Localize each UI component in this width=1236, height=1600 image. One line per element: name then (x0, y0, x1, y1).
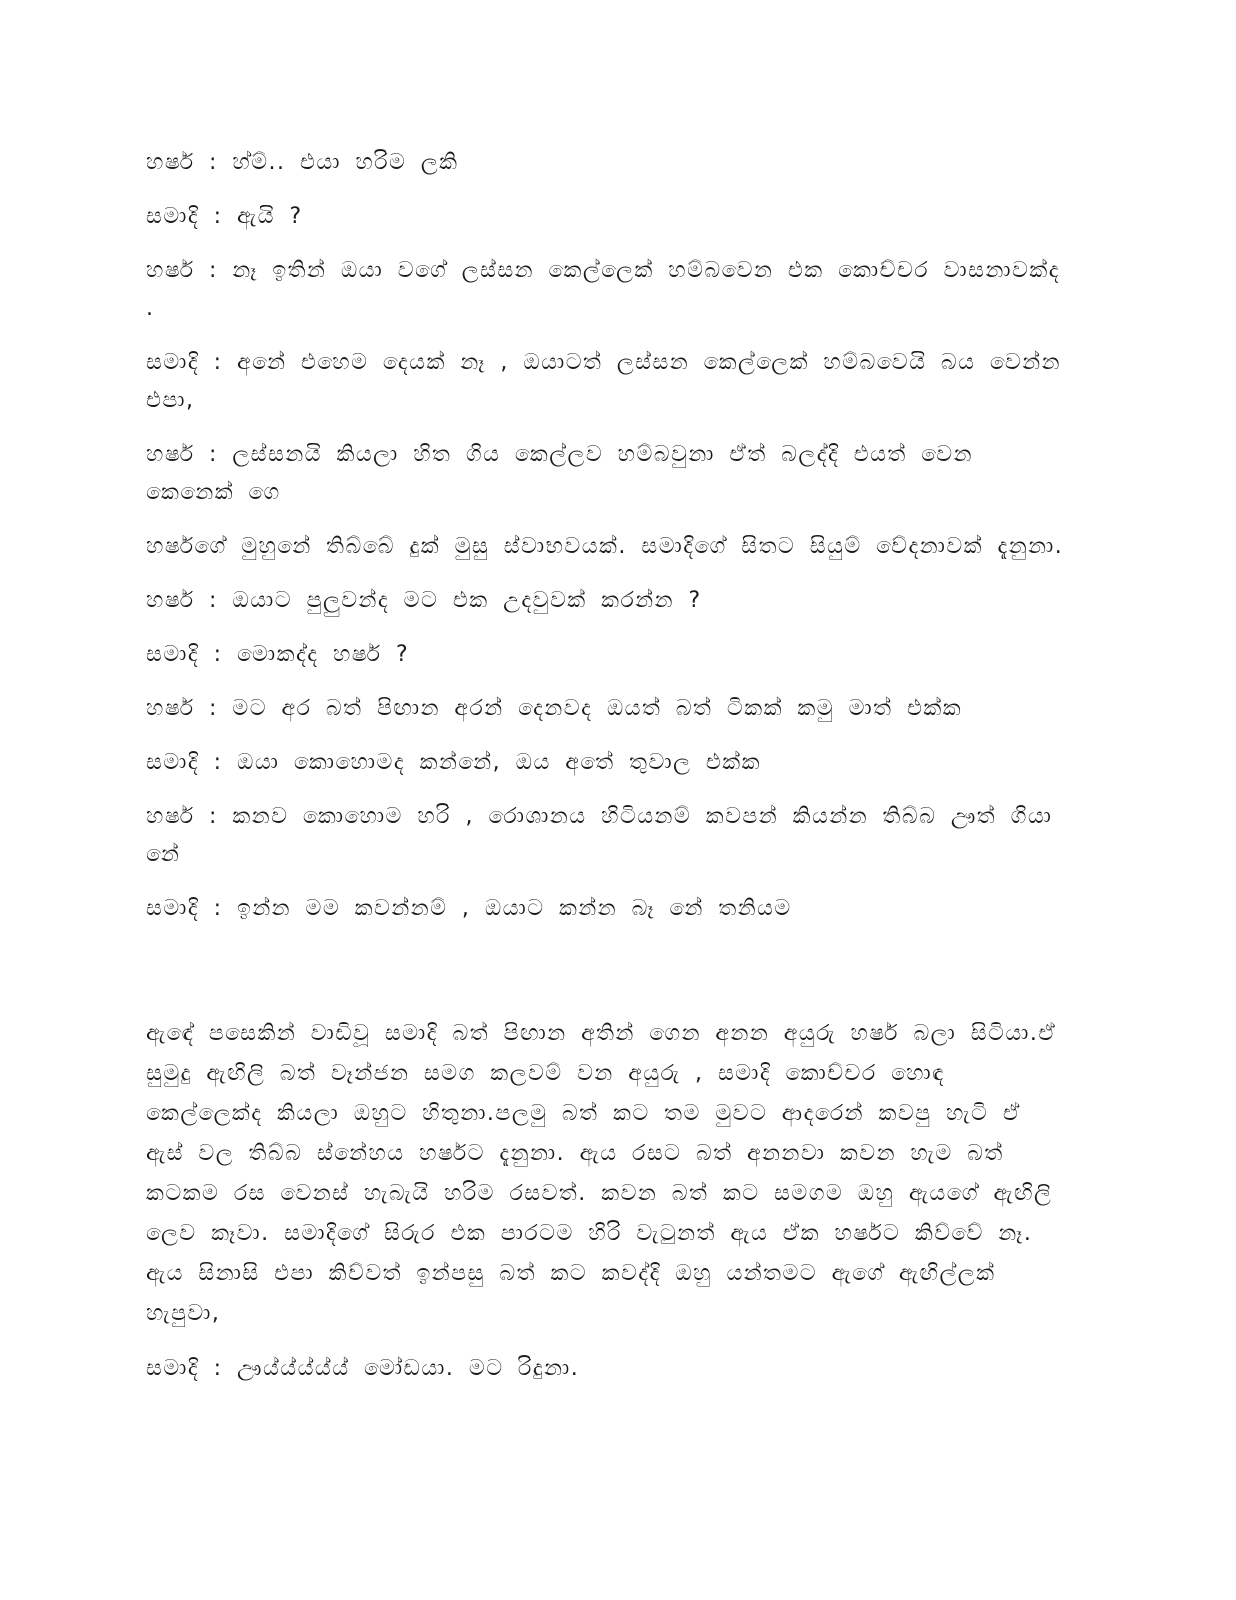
dialogue-final: සමාදි : ඌය්ය්ය්ය්ය් මෝඩයා. මට රිදුනා. (146, 1356, 580, 1381)
dialogue-line-6: හර්ෂ : ඔයාට පුලුවන්ද මට එක උදවුවක් කරන්න ? (146, 588, 702, 613)
dialogue-line-2: සමාදි : ඇයි ? (146, 204, 303, 229)
dialogue-line-7: සමාදි : මොකද්ද හර්ෂ ? (146, 642, 410, 667)
document-body (146, 144, 1066, 1404)
dialogue-line-4: සමාදි : අනේ එහෙම දෙයක් නෑ , ඔයාටත් ලස්සන කෙල්ලෙක් හම්බවෙයි බය වෙන්න එපා, (146, 350, 1061, 413)
dialogue-line-1: හර්ෂ : හ්ම්.. එයා හරිම ලකි (146, 150, 459, 175)
dialogue-line-10: හර්ෂ : කනව කොහොම හරි , රොශානය හිටියනම් කවපන් කියන්න තිබ්බ ඌත් ගියා නේ (146, 804, 1053, 867)
section-spacer (146, 944, 1066, 1008)
dialogue-line-9: සමාදි : ඔයා කොහොමද කන්නේ, ඔය අතේ තුවාල එක්ක (146, 750, 761, 775)
dialogue-line-8: හර්ෂ : මට අර බත් පිඟාන අරන් දෙනවද ඔයත් බත් ටිකක් කමු මාත් එක්ක (146, 696, 963, 721)
dialogue-line-3: හර්ෂ : නෑ ඉතින් ඔයා වගේ ලස්සන කෙල්ලෙක් හම්බවෙන එක කොච්චර වාසනාවක්ද . (146, 258, 1060, 321)
dialogue-line-5: හර්ෂ : ලස්සනයි කියලා හිත ගිය කෙල්ලව හම්බවුනා ඒත් බලද්දි එයත් වෙන කෙනෙක් ගෙ (146, 442, 973, 505)
narration-line-1: හර්ෂගේ මුහුනේ තිබ්බේ දුක් මුසු ස්වාභවයක්. සමාදිගේ සිතට සියුම් වේදනාවක් දැනුනා. (146, 534, 1064, 559)
dialogue-line-11: සමාදි : ඉන්න මම කවන්නම් , ඔයාට කන්න බෑ නේ තනියම (146, 896, 792, 921)
narration-paragraph: ඇඳේ පසෙකින් වාඩිවූ සමාදි බත් පිඟාන අතින් ගෙන අනන අයුරු හර්ෂ බලා සිටියා.ඒ සුමුදු ඇඟිලි බත් වෑන්ජන සමග කලවම් වන අයුරු , සමාදි කොච්චර හොඳ කෙල්ලෙක්ද කියලා ඔහුට හිතුනා.පලමු බත් කට තම මුවට ආදරෙන් කවපු හැටි ඒ ඇස් වල තිබ්බ ස්නේහය හර්ෂට දැනුනා. ඇය රසට බත් අනනවා කවන හැම බත් කටකම රස වෙනස් හැබැයි හරිම රසවත්. කවන බත් කට සමගම ඔහු ඇයගේ ඇඟිලි ලෙව කෑවා. සමාදිගේ සිරුර එක පාරටම හිරි වැටුනත් ඇය ඒක හර්ෂට කිව්වේ නෑ. ඇය සිනාසි එපා කිව්වත් ඉන්පසු බත් කට කවද්දි ඔහු යන්තමට ඇගේ ඇඟිල්ලක් හැපුවා, (146, 1021, 1057, 1326)
